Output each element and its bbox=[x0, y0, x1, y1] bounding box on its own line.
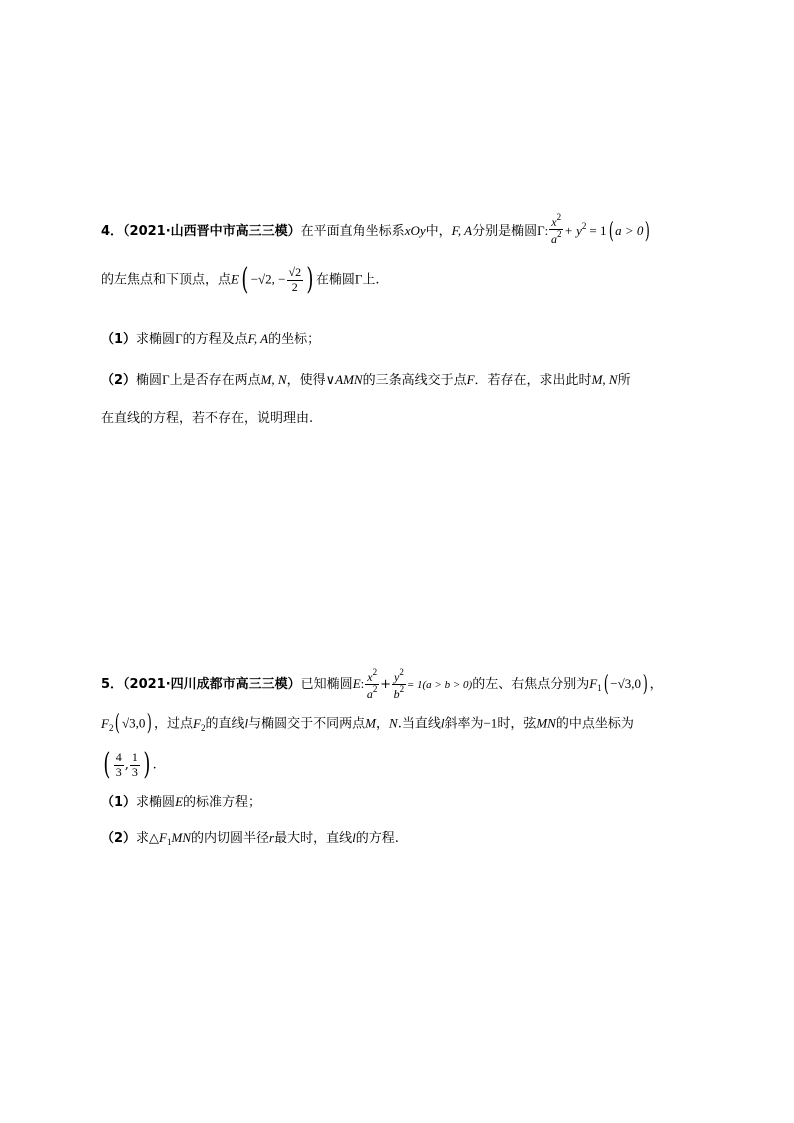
q4-sqrt2: √2 bbox=[288, 265, 302, 280]
q4-points-fa: F, A bbox=[247, 331, 269, 346]
q5-line-l: l bbox=[440, 715, 445, 731]
q5-slope: −1 bbox=[483, 715, 498, 731]
q4-points-mn: M, N bbox=[260, 372, 287, 387]
q5-text: 的内切圆半径 bbox=[191, 831, 270, 846]
q5-comma: ， bbox=[376, 716, 390, 732]
q4-gamma: Γ bbox=[354, 271, 363, 287]
q4-part-2-line-2 bbox=[101, 412, 313, 425]
q5-fraction-y2-b2: $\frac{y^2}{b^2}$ bbox=[393, 667, 405, 702]
q4-source: （2021·山西晋中市高三三模） bbox=[123, 224, 301, 240]
q4-plus-y: + y bbox=[564, 223, 582, 239]
q4-text: 在平面直角坐标系 bbox=[300, 224, 405, 240]
q4-points-mn: M, N bbox=[591, 372, 618, 387]
q5-f1-letter: F bbox=[589, 676, 598, 692]
q5-line-3: ( $\frac{4}{3}$ , $\frac{1}{3}$ ) . bbox=[103, 747, 157, 782]
q4-point-e: E bbox=[231, 271, 239, 287]
q4-text: ．若存在，求出此时 bbox=[474, 373, 592, 388]
q4-x: x bbox=[551, 215, 557, 229]
q5-text: 与椭圆交于不同两点 bbox=[248, 716, 366, 732]
q5-part-1-label: （1） bbox=[101, 795, 137, 810]
q5-f1-letter: F bbox=[159, 830, 167, 845]
q5-b: b bbox=[393, 687, 400, 702]
q5-text: ，过点 bbox=[154, 716, 194, 732]
q4-a: a bbox=[550, 232, 557, 247]
q5-mid-y-den: 3 bbox=[131, 764, 138, 779]
q5-line-2: $F_2$( √3,0) ，过点$F_2$的直线l与椭圆交于不同两点M，N.当直线l斜率为−1时，弦MN的中点坐标为 bbox=[101, 711, 634, 736]
q5-text: 求椭圆 bbox=[136, 795, 176, 810]
q4-fraction-sqrt2-2 bbox=[287, 266, 304, 293]
q5-f2-letter: F bbox=[101, 715, 109, 731]
q5-ellipse-e: E bbox=[352, 676, 361, 692]
q4-text: 在椭圆 bbox=[315, 272, 355, 288]
q4-text: 分别是椭圆 bbox=[472, 224, 538, 240]
q4-line-2: 的左焦点和下顶点，点E( −√2, − $\frac{√2}{2}$ ) 在椭圆Γ上. bbox=[101, 262, 380, 297]
q4-text: 的左焦点和下顶点，点 bbox=[101, 272, 232, 288]
q5-f1-value: −√3,0 bbox=[610, 676, 641, 692]
q5-mid-x bbox=[114, 751, 124, 778]
q5-text: 的直线 bbox=[205, 716, 245, 732]
q5-text: 时，弦 bbox=[497, 716, 537, 732]
q5-f2-letter: F bbox=[193, 715, 201, 731]
q4-two: 2 bbox=[291, 279, 298, 294]
q5-fraction-x2-a2: $\frac{x^2}{a^2}$ bbox=[366, 667, 378, 702]
q5-part-2-label: （2） bbox=[101, 831, 137, 846]
q5-y: y bbox=[394, 670, 400, 684]
q4-part-1 bbox=[101, 332, 320, 346]
q5-number: 5． bbox=[101, 677, 124, 693]
q4-points-fa: F, A bbox=[451, 223, 473, 239]
q4-text: 上. bbox=[362, 272, 380, 288]
q4-text: 上是否存在两点 bbox=[169, 373, 261, 388]
q4-colon: : bbox=[544, 223, 549, 239]
q5-equation-condition: = 1(a > b > 0) bbox=[406, 679, 473, 692]
q5-text: 的中点坐标为 bbox=[555, 716, 634, 732]
q5-point-n: N bbox=[389, 715, 398, 731]
q4-point-f: F bbox=[466, 372, 475, 387]
q5-text: 的标准方程； bbox=[183, 795, 262, 810]
q4-text: ，使得 bbox=[286, 373, 326, 388]
q5-radius-r: r bbox=[269, 830, 275, 845]
q5-line-1: 5．（2021·四川成都市高三三模）已知椭圆E: $\frac{x^2}{a^2}$ + $\frac{y^2}{b^2}$ = 1(a > b > 0)的左、右焦点分别为$F_1( -√3,0)$ ， bbox=[101, 667, 663, 702]
q5-text: 的左、右焦点分别为 bbox=[472, 677, 590, 693]
q5-ellipse-e: E bbox=[175, 794, 184, 809]
q5-part-2: （2）求$\triangle F_1MN$的内切圆半径r最大时，直线l的方程. bbox=[101, 830, 399, 847]
q4-text: 所 bbox=[617, 373, 631, 388]
q5-line-l: l bbox=[244, 715, 249, 731]
q4-text: 的方程及点 bbox=[182, 332, 248, 347]
q5-mid-y-num: 1 bbox=[131, 750, 138, 765]
q5-text: 斜率为 bbox=[444, 716, 484, 732]
q5-point-m: M bbox=[365, 715, 376, 731]
q5-text: 的方程. bbox=[355, 831, 399, 846]
q4-part-2 bbox=[101, 373, 631, 387]
q4-condition: a > 0 bbox=[615, 223, 644, 239]
q4-part-2-label: （2） bbox=[101, 373, 137, 388]
q5-mn: MN bbox=[171, 830, 191, 845]
q4-text: 在直线的方程，若不存在，说明理由. bbox=[101, 411, 314, 426]
q4-gamma: Γ bbox=[162, 372, 170, 387]
q5-text: .当直线 bbox=[397, 716, 441, 732]
q5-a: a bbox=[366, 687, 373, 702]
q5-f2-value: √3,0 bbox=[122, 715, 146, 731]
q5-mid-x-num: 4 bbox=[115, 750, 122, 765]
q4-coord: xOy bbox=[404, 223, 426, 239]
q4-part-1-label: （1） bbox=[101, 332, 137, 347]
q4-neg-sqrt2: −√2, − bbox=[250, 271, 286, 287]
q4-gamma: Γ bbox=[175, 331, 183, 346]
q5-dot: . bbox=[152, 757, 157, 773]
q5-colon: : bbox=[360, 676, 365, 692]
q4-text: 的坐标； bbox=[268, 332, 321, 347]
q5-chord-mn: MN bbox=[536, 715, 556, 731]
q5-text: 已知椭圆 bbox=[300, 677, 353, 693]
q4-number: 4． bbox=[101, 224, 124, 240]
q5-text: 求△ bbox=[136, 831, 160, 846]
q4-text: 的三条高线交于点 bbox=[362, 373, 467, 388]
q5-part-1 bbox=[101, 795, 261, 809]
q4-eq: = 1 bbox=[589, 223, 607, 239]
q5-mid-y bbox=[130, 751, 140, 778]
q4-text: 中， bbox=[425, 224, 452, 240]
q4-text: 椭圆 bbox=[136, 373, 163, 388]
q5-f1: $F_1$ bbox=[589, 676, 602, 694]
q4-line-1: 4．（2021·山西晋中市高三三模）在平面直角坐标系xOy中，F, A分别是椭圆Γ: $\frac{x^2}{a^2}$ + $y^2 = 1$( a > 0) bbox=[101, 212, 651, 247]
q5-x: x bbox=[367, 670, 373, 684]
q4-fraction-x2-a2: $\frac{x^2}{a^2}$ bbox=[550, 212, 562, 247]
q5-mid-x-den: 3 bbox=[115, 764, 122, 779]
q5-f2: $F_2$ bbox=[101, 715, 114, 733]
q4-gamma: Γ bbox=[537, 223, 545, 239]
q5-text: 最大时，直线 bbox=[274, 831, 353, 846]
q5-line-l: l bbox=[352, 830, 356, 845]
q5-source: （2021·四川成都市高三三模） bbox=[123, 677, 301, 693]
q4-triangle-amn: ∨AMN bbox=[325, 372, 363, 387]
q4-text: 求椭圆 bbox=[136, 332, 176, 347]
